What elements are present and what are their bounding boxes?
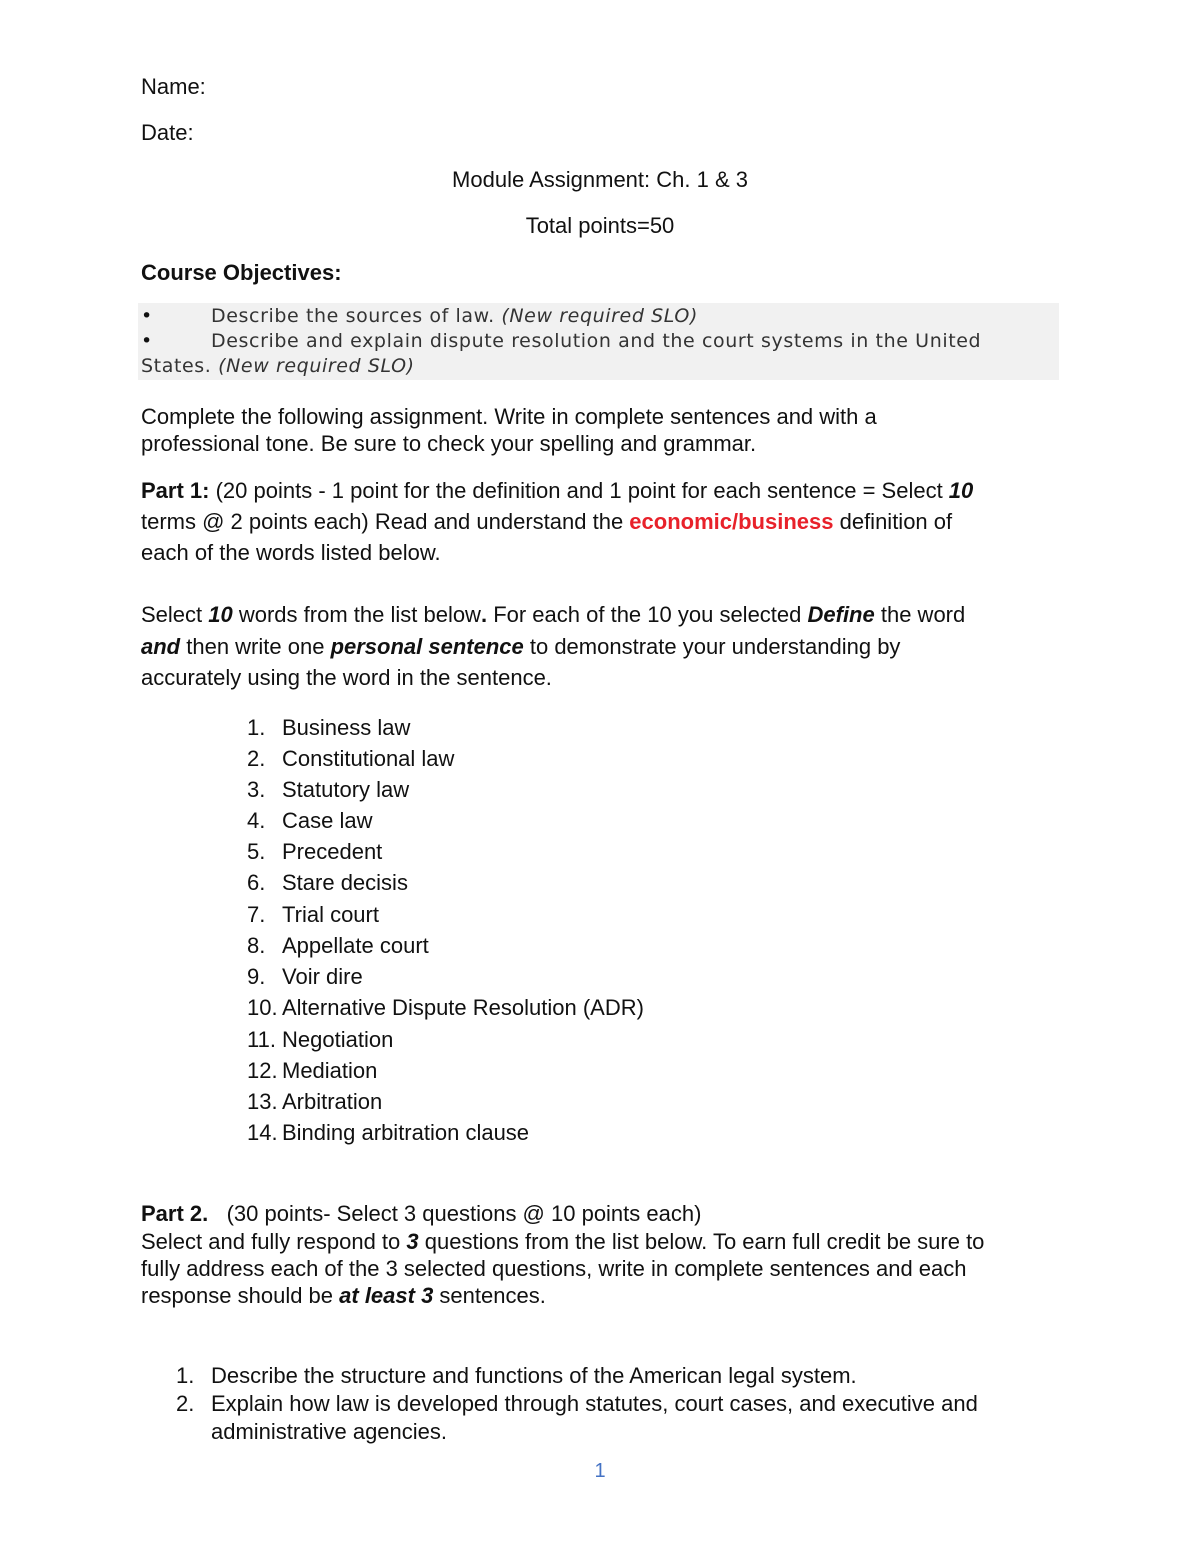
part1-line-1 (141, 477, 973, 504)
list-item (247, 745, 454, 772)
list-item (247, 776, 409, 803)
objective-note: (New required SLO) (218, 355, 415, 377)
list-number: 9. (247, 964, 266, 989)
list-item (247, 1088, 382, 1115)
part1-desc: (20 points - 1 point for the definition and 1 point for each sentence = Select (209, 478, 949, 503)
part1-line-2 (141, 508, 952, 535)
question-number: 2. (176, 1391, 195, 1416)
intro-line-2: professional tone. Be sure to check your spelling and grammar. (141, 431, 757, 456)
part1-text: For each of the 10 you selected (487, 602, 808, 627)
list-number: 2. (247, 746, 266, 771)
part1-desc: terms @ 2 points each) Read and understand the (141, 509, 630, 534)
part1-text: words from the list below (232, 602, 481, 627)
objective-text: States. (141, 355, 219, 377)
part2-label: Part 2. (141, 1201, 209, 1226)
part2-text: sentences. (433, 1283, 546, 1308)
list-label: Precedent (282, 839, 383, 864)
part2-line-1 (141, 1228, 984, 1255)
objectives-heading: Course Objectives: (141, 260, 342, 285)
list-number: 11. (247, 1027, 276, 1052)
list-number: 12. (247, 1058, 278, 1083)
part1-count: 10 (208, 602, 233, 627)
question-text: Explain how law is developed through statutes, court cases, and executive and (211, 1391, 978, 1416)
list-number: 5. (247, 839, 266, 864)
date-label: Date: (141, 120, 194, 145)
list-label: Appellate court (282, 933, 429, 958)
list-number: 8. (247, 933, 266, 958)
part1-text: to demonstrate your understanding by (523, 634, 901, 659)
list-label: Negotiation (282, 1027, 394, 1052)
part1-count: 10 (948, 478, 974, 503)
list-label: Voir dire (282, 964, 363, 989)
part1-desc: definition of (833, 509, 953, 534)
list-number: 4. (247, 808, 266, 833)
objective-item-2 (141, 330, 981, 352)
part2-at-least: at least 3 (339, 1283, 434, 1308)
list-label: Trial court (282, 902, 379, 927)
part1-and: and (141, 634, 181, 659)
part1-text: . (480, 602, 488, 627)
list-label: Case law (282, 808, 373, 833)
part2-line-3 (141, 1282, 546, 1309)
page-number: 1 (594, 1460, 606, 1482)
list-number: 6. (247, 870, 266, 895)
question-number: 1. (176, 1363, 195, 1388)
list-item (247, 714, 410, 741)
question-item-cont: administrative agencies. (211, 1419, 448, 1444)
list-item (247, 838, 382, 865)
bullet-icon: • (141, 305, 153, 327)
part2-heading (141, 1200, 701, 1227)
list-item (247, 1026, 393, 1053)
part1-label: Part 1: (141, 478, 210, 503)
list-item (247, 963, 363, 990)
objective-text: Describe the sources of law. (211, 305, 502, 327)
list-label: Constitutional law (282, 746, 455, 771)
part1-define: Define (807, 602, 875, 627)
part1-select-line-3: accurately using the word in the sentence. (141, 665, 552, 690)
part1-highlight: economic/business (629, 509, 834, 534)
list-number: 3. (247, 777, 266, 802)
part1-line-3: each of the words listed below. (141, 540, 441, 565)
part2-count: 3 (406, 1229, 419, 1254)
intro-line-1: Complete the following assignment. Write in complete sentences and with a (141, 404, 877, 429)
part1-select-line-1 (141, 601, 965, 628)
list-number: 13. (247, 1089, 278, 1114)
list-label: Arbitration (282, 1089, 383, 1114)
objective-note: (New required SLO) (501, 305, 698, 327)
question-text: Describe the structure and functions of the American legal system. (211, 1363, 857, 1388)
list-label: Stare decisis (282, 870, 408, 895)
list-item (247, 932, 429, 959)
objective-item-1 (141, 305, 698, 327)
part2-desc: (30 points- Select 3 questions @ 10 points each) (208, 1201, 702, 1226)
list-label: Business law (282, 715, 411, 740)
list-number: 14. (247, 1120, 278, 1145)
part2-text: response should be (141, 1283, 340, 1308)
list-item (247, 869, 408, 896)
part1-text: then write one (180, 634, 331, 659)
part2-text: questions from the list below. To earn full credit be sure to (418, 1229, 985, 1254)
list-item (247, 1119, 529, 1146)
objective-text: Describe and explain dispute resolution and the court systems in the United (211, 330, 982, 352)
name-label: Name: (141, 74, 206, 99)
objective-item-2-cont (141, 355, 415, 377)
list-label: Statutory law (282, 777, 410, 802)
list-label: Mediation (282, 1058, 378, 1083)
list-item (247, 1057, 377, 1084)
bullet-icon: • (141, 330, 153, 352)
part1-text: Select (141, 602, 209, 627)
list-number: 7. (247, 902, 266, 927)
list-label: Alternative Dispute Resolution (ADR) (282, 995, 644, 1020)
part1-personal: personal sentence (330, 634, 524, 659)
list-item (247, 807, 372, 834)
question-item (176, 1362, 857, 1389)
list-item (247, 901, 379, 928)
total-points: Total points=50 (525, 213, 675, 238)
list-label: Binding arbitration clause (282, 1120, 530, 1145)
part2-line-2: fully address each of the 3 selected questions, write in complete sentences and each (141, 1256, 967, 1281)
list-number: 1. (247, 715, 266, 740)
part1-select-line-2 (141, 633, 900, 660)
list-item (247, 994, 644, 1021)
part2-text: Select and fully respond to (141, 1229, 407, 1254)
list-number: 10. (247, 995, 278, 1020)
part1-text: the word (874, 602, 966, 627)
assignment-title: Module Assignment: Ch. 1 & 3 (452, 167, 748, 192)
question-item (176, 1390, 978, 1417)
